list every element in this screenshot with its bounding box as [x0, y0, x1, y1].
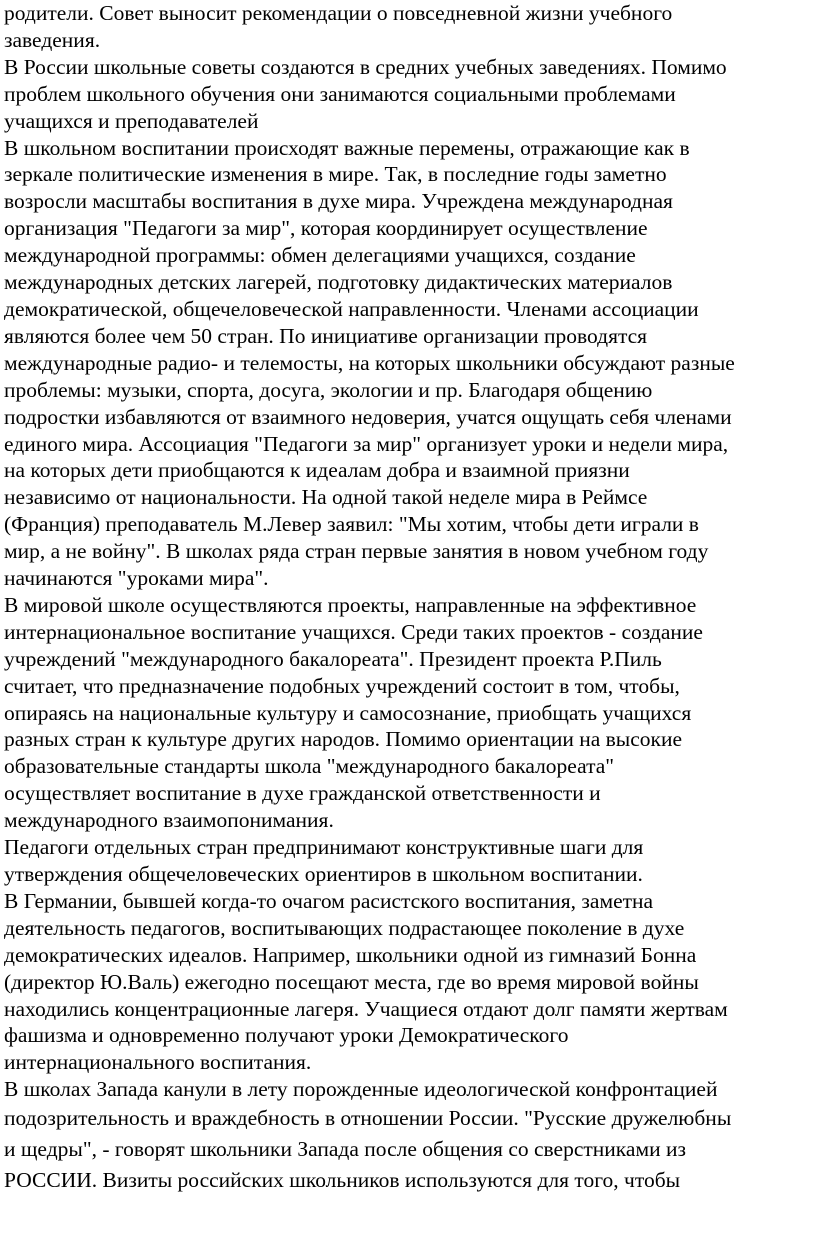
paragraph: [4, 592, 816, 834]
paragraph: [4, 0, 816, 54]
text-line: находились концентрационные лагеря. Учащиеся отдают долг памяти жертвам: [4, 996, 728, 1021]
text-line: учреждений "международного бакалореата". Президент проекта Р.Пиль: [4, 646, 662, 671]
text-line: (директор Ю.Валь) ежегодно посещают места, где во время мировой войны: [4, 969, 699, 994]
text-line: демократических идеалов. Например, школьники одной из гимназий Бонна: [4, 942, 697, 967]
text-line: являются более чем 50 стран. По инициативе организации проводятся: [4, 323, 648, 348]
text-line: подростки избавляются от взаимного недоверия, учатся ощущать себя членами: [4, 404, 732, 429]
text-line: независимо от национальности. На одной такой неделе мира в Реймсе: [4, 485, 648, 510]
text-line: считает, что предназначение подобных учреждений состоит в том, чтобы,: [4, 673, 680, 698]
text-line: демократической, общечеловеческой направленности. Членами ассоциации: [4, 296, 699, 321]
text-line: проблемы: музыки, спорта, досуга, экологии и пр. Благодаря общению: [4, 377, 653, 402]
text-line: осуществляет воспитание в духе гражданской ответственности и: [4, 781, 601, 806]
text-line: Педагоги отдельных стран предпринимают конструктивные шаги для: [4, 835, 644, 860]
text-line: интернационального воспитания.: [4, 1050, 312, 1075]
text-line: интернациональное воспитание учащихся. Среди таких проектов - создание: [4, 619, 703, 644]
text-line: (Франция) преподаватель М.Левер заявил: "Мы хотим, чтобы дети играли в: [4, 512, 699, 537]
paragraph: [4, 54, 816, 135]
text-line: деятельность педагогов, воспитывающих подрастающее поколение в духе: [4, 915, 685, 940]
text-line: и щедры", - говорят школьники Запада после общения со сверстниками из: [4, 1137, 686, 1162]
text-line: В России школьные советы создаются в средних учебных заведениях. Помимо: [4, 54, 727, 79]
text-line: международные радио- и телемосты, на которых школьники обсуждают разные: [4, 350, 735, 375]
text-line: организация "Педагоги за мир", которая координирует осуществление: [4, 216, 648, 241]
text-line: зеркале политические изменения в мире. Так, в последние годы заметно: [4, 162, 667, 187]
text-line: международной программы: обмен делегациями учащихся, создание: [4, 243, 636, 268]
text-line: начинаются "уроками мира".: [4, 566, 269, 591]
text-line: единого мира. Ассоциация "Педагоги за мир" организует уроки и недели мира,: [4, 431, 729, 456]
text-line: образовательные стандарты школа "международного бакалореата": [4, 754, 615, 779]
text-line: учащихся и преподавателей: [4, 108, 259, 133]
text-line: родители. Совет выносит рекомендации о повседневной жизни учебного: [4, 1, 673, 25]
text-line: разных стран к культуре других народов. Помимо ориентации на высокие: [4, 727, 683, 752]
text-line: мир, а не войну". В школах ряда стран первые занятия в новом учебном году: [4, 539, 709, 564]
text-line: на которых дети приобщаются к идеалам добра и взаимной приязни: [4, 458, 630, 483]
text-line: В школьном воспитании происходят важные перемены, отражающие как в: [4, 135, 690, 160]
text-line: проблем школьного обучения они занимаются социальными проблемами: [4, 81, 676, 106]
text-line: утверждения общечеловеческих ориентиров в школьном воспитании.: [4, 862, 643, 886]
text-line: В мировой школе осуществляются проекты, направленные на эффективное: [4, 592, 697, 617]
text-line: подозрительность и враждебность в отношении России. "Русские дружелюбны: [4, 1106, 732, 1131]
text-line: опираясь на национальные культуру и самосознание, приобщать учащихся: [4, 700, 692, 725]
document-body: [4, 0, 816, 1196]
text-line: заведения.: [4, 27, 101, 52]
text-line: международного взаимопонимания.: [4, 808, 334, 833]
text-line: РОССИИ. Визиты российских школьников используются для того, чтобы: [4, 1168, 681, 1193]
text-line: В Германии, бывшей когда-то очагом расистского воспитания, заметна: [4, 888, 654, 913]
text-line: В школах Запада канули в лету порожденные идеологической конфронтацией: [4, 1077, 718, 1102]
text-line: возросли масштабы воспитания в духе мира. Учреждена международная: [4, 189, 673, 214]
paragraph: [4, 135, 816, 592]
text-line: фашизма и одновременно получают уроки Демократического: [4, 1023, 569, 1048]
text-line: международных детских лагерей, подготовку дидактических материалов: [4, 270, 673, 295]
paragraph: [4, 888, 816, 1076]
paragraph: [4, 1076, 816, 1196]
paragraph: [4, 834, 816, 888]
